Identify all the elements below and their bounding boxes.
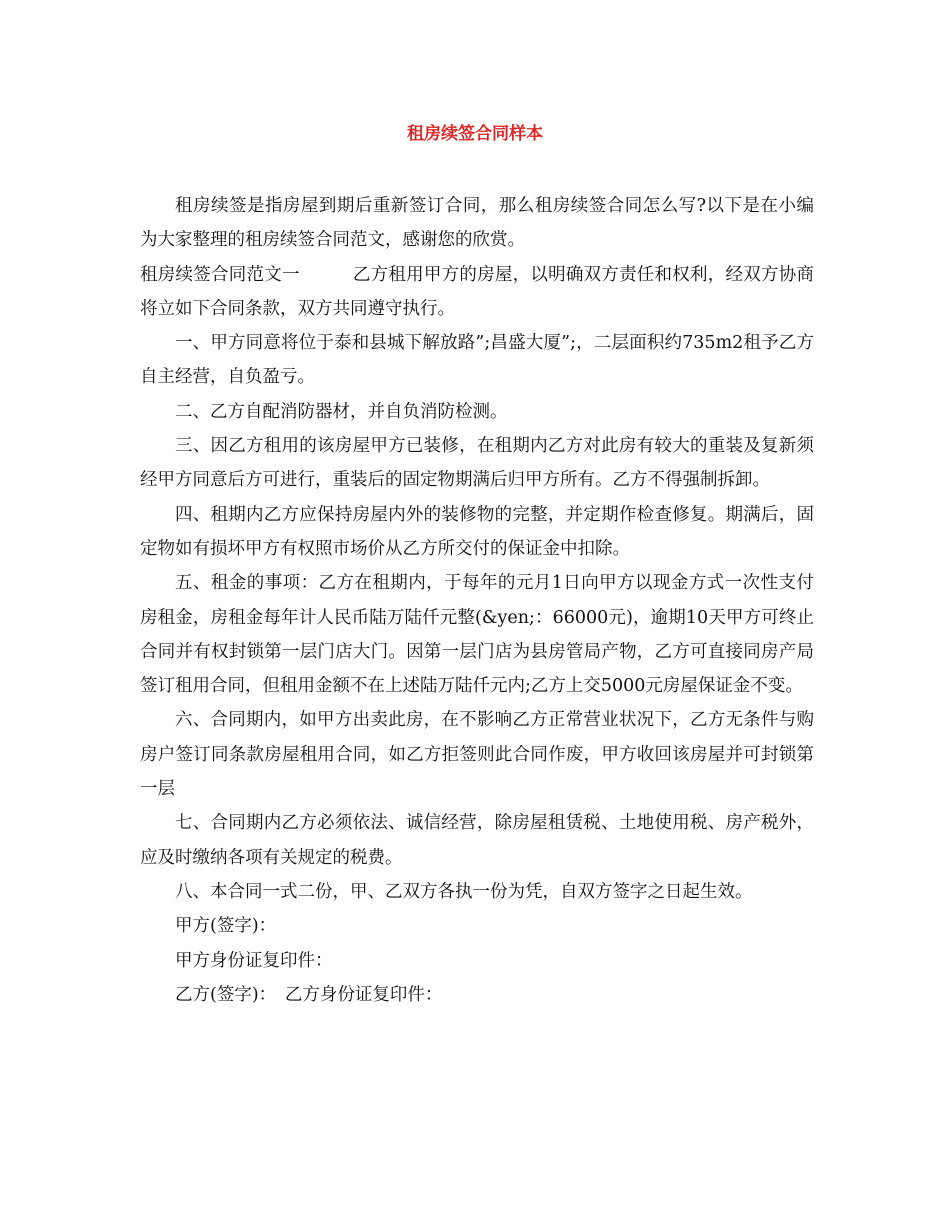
clause-1: 一、甲方同意将位于泰和县城下解放路”;昌盛大厦”;，二层面积约735m2租予乙方自主经营，自负盈亏。 (140, 333, 814, 388)
intro-paragraph: 租房续签是指房屋到期后重新签订合同，那么租房续签合同怎么写?以下是在小编为大家整理的租房续签合同范文，感谢您的欣赏。 (140, 196, 814, 251)
clause-5: 五、租金的事项：乙方在租期内，于每年的元月1日向甲方以现金方式一次性支付房租金，房租金每年计人民币陆万陆仟元整(&yen;：66000元)，逾期10天甲方可终止合同并有权封锁第一层门店大门。因第一层门店为县房管局产物，乙方可直接同房产局签订租用合同，但租用金额不在上述陆万陆仟元内;乙方上交5000元房屋保证金不变。 (140, 573, 814, 697)
document-title: 租房续签合同样本 (407, 124, 543, 144)
party-a-signature-line: 甲方(签字)： (175, 916, 277, 937)
party-a-id-copy-line: 甲方身份证复印件： (175, 950, 333, 971)
clause-7: 七、合同期内乙方必须依法、诚信经营，除房屋租赁税、土地使用税、房产税外，应及时缴纳各项有关规定的税费。 (140, 813, 814, 868)
document-body (140, 189, 814, 1012)
clause-3: 三、因乙方租用的该房屋甲方已装修，在租期内乙方对此房有较大的重装及复新须经甲方同意后方可进行，重装后的固定物期满后归甲方所有。乙方不得强制拆卸。 (140, 436, 814, 491)
party-b-signature-line: 乙方(签字)： 乙方身份证复印件： (175, 984, 443, 1005)
sample-heading-paragraph: 租房续签合同范文一 乙方租用甲方的房屋，以明确双方责任和权利，经双方协商将立如下合同条款，双方共同遵守执行。 (140, 264, 814, 319)
clause-6: 六、合同期内，如甲方出卖此房，在不影响乙方正常营业状况下，乙方无条件与购房户签订同条款房屋租用合同，如乙方拒签则此合同作废，甲方收回该房屋并可封锁第一层 (140, 710, 814, 800)
clause-8: 八、本合同一式二份，甲、乙双方各执一份为凭，自双方签字之日起生效。 (175, 881, 753, 902)
clause-4: 四、租期内乙方应保持房屋内外的装修物的完整，并定期作检查修复。期满后，固定物如有损坏甲方有权照市场价从乙方所交付的保证金中扣除。 (140, 504, 814, 559)
clause-2: 二、乙方自配消防器材，并自负消防检测。 (175, 401, 508, 422)
